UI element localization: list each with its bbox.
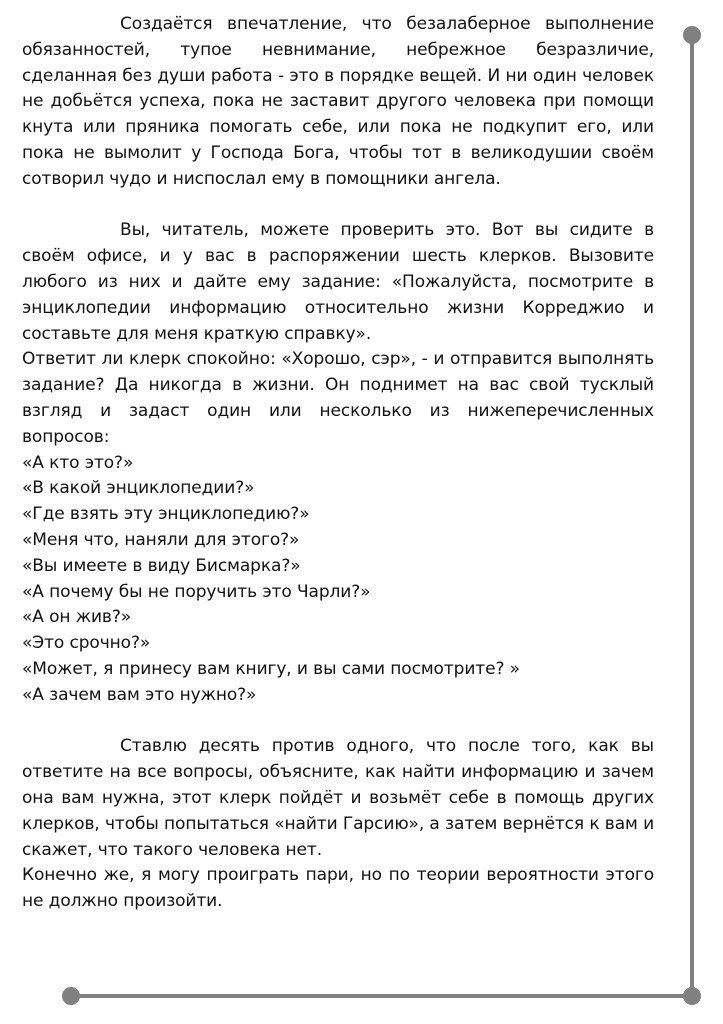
question-list <box>22 451 654 709</box>
question-item: «Меня что, наняли для этого?» <box>22 529 300 550</box>
paragraph-spacer <box>22 709 654 735</box>
paragraph-5: Конечно же, я могу проиграть пари, но по теории вероятности этого не должно произойти. <box>22 865 654 912</box>
question-item: «Это срочно?» <box>22 633 151 654</box>
paragraph-1: Создаётся впечатление, что безалаберное выполнение обязанностей, тупое невнимание, небрежное безразличие, сделанная без души работа - это в порядке вещей. И ни один человек не добьётся успеха, пока не заставит другого человека при помощи кнута или пряника помогать себе, или пока не подкупит его, или пока не вымолит у Господа Бога, чтобы тот в великодушии своём сотворил чудо и ниспослал ему в помощники ангела. <box>22 14 654 189</box>
paragraph-spacer <box>22 193 654 219</box>
question-item: «В какой энциклопедии?» <box>22 478 255 499</box>
question-item: «Может, я принесу вам книгу, и вы сами посмотрите? » <box>22 658 520 679</box>
document-body <box>22 12 654 915</box>
question-item: «Где взять эту энциклопедию?» <box>22 504 310 525</box>
paragraph-3: Ответит ли клерк спокойно: «Хорошо, сэр», - и отправится выполнять задание? Да никогда в жизни. Он поднимет на вас свой тусклый взгляд и задаст один или несколько из нижеперечисленных вопросов: <box>22 349 654 447</box>
paragraph-4: Ставлю десять против одного, что после того, как вы ответите на все вопросы, объясните, как найти информацию и зачем она вам нужна, этот клерк пойдёт и возьмёт себе в помощь других клерков, чтобы попытаться «найти Гарсию», а затем вернётся к вам и скажет, что такого человека нет. <box>22 736 655 860</box>
frame-horizontal-line <box>70 994 692 998</box>
frame-corner-dot-icon <box>683 987 701 1005</box>
question-item: «А кто это?» <box>22 452 134 473</box>
question-item: «Вы имеете в виду Бисмарка?» <box>22 555 301 576</box>
question-item: «А почему бы не поручить это Чарли?» <box>22 581 371 602</box>
paragraph-2: Вы, читатель, можете проверить это. Вот вы сидите в своём офисе, и у вас в распоряжении шесть клерков. Вызовите любого из них и дайте ему задание: «Пожалуйста, посмотрите в энциклопедии информацию относительно жизни Корреджио и составьте для меня краткую справку». <box>22 220 654 344</box>
question-item: «А зачем вам это нужно?» <box>22 684 257 705</box>
frame-left-dot-icon <box>62 987 80 1005</box>
frame-vertical-line <box>690 34 694 996</box>
question-item: «А он жив?» <box>22 607 132 628</box>
frame-top-dot-icon <box>683 26 701 44</box>
